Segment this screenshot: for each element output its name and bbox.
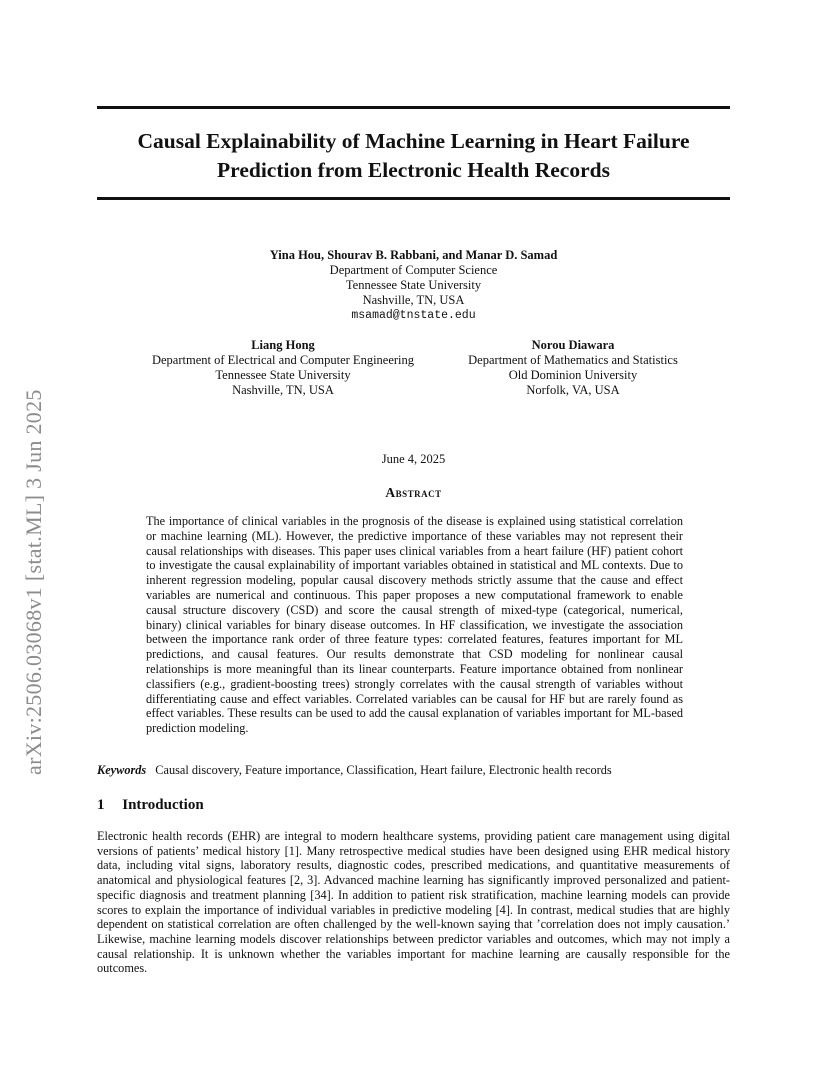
title-rule-top xyxy=(97,106,730,109)
author-university-left: Tennessee State University xyxy=(215,368,351,382)
author-location-left: Nashville, TN, USA xyxy=(232,383,334,397)
section-title: Introduction xyxy=(122,797,204,813)
primary-author-block xyxy=(97,248,730,323)
abstract-text: The importance of clinical variables in the prognosis of the disease is explained using statistical correlation or machine learning (ML). However, the predictive importance of these variables may not represent their causal relationships with diseases. This paper uses clinical variables from a heart failure (HF) patient cohort to investigate the causal explainability of important variables obtained in statistical and ML contexts. Due to inherent regression modeling, popular causal discovery methods strictly assume that the cause and effect variables are numerical and continuous. This paper proposes a new computational framework to enable causal structure discovery (CSD) and score the causal strength of mixed-type (categorical, numerical, binary) clinical variables for binary disease outcomes. In HF classification, we investigate the association between the importance rank order of three feature types: correlated features, features important for ML predictions, and causal features. Our results demonstrate that CSD modeling for nonlinear causal relationships is more meaningful than its linear counterparts. Feature importance obtained from nonlinear classifiers (e.g., gradient-boosting trees) strongly correlates with the causal strength of variables without differentiating cause and effect variables. Correlated variables can be causal for HF but are rarely found as effect variables. These results can be used to add the causal explanation of variables important for ML-based prediction modeling. xyxy=(146,514,683,736)
author-department-right: Department of Mathematics and Statistics xyxy=(468,353,678,367)
primary-author-names: Yina Hou, Shourav B. Rabbani, and Manar D. Samad xyxy=(269,248,558,262)
arxiv-identifier: arXiv:2506.03068v1 [stat.ML] 3 Jun 2025 xyxy=(21,389,46,775)
introduction-paragraph: Electronic health records (EHR) are integral to modern healthcare systems, providing patient care management using digital versions of patients’ medical history [1]. Many retrospective medical studies have been designed using EHR medical history data, including vital signs, laboratory results, diagnostic codes, prescribed medications, and quantitative measurements of anatomical and physiological features [2, 3]. Advanced machine learning has significantly improved personalized and patient-specific diagnosis and treatment planning [34]. In addition to patient risk stratification, machine learning models can provide scores to explain the importance of individual variables in predictive modeling [4]. In contrast, medical studies that are highly dependent on statistical correlation are often challenged by the well-known saying that ’correlation does not imply causation.’ Likewise, machine learning models discover relationships between predictor variables and outcomes, which may not imply a causal relationship. It is unknown whether the variables important for machine learning are causally responsible for the outcomes. xyxy=(97,829,730,976)
author-name-left: Liang Hong xyxy=(251,338,315,352)
keywords-label: Keywords xyxy=(97,763,147,777)
keywords-text: Causal discovery, Feature importance, Classification, Heart failure, Electronic health records xyxy=(155,763,612,777)
author-location-right: Norfolk, VA, USA xyxy=(526,383,620,397)
author-email: msamad@tnstate.edu xyxy=(351,309,476,322)
author-name-right: Norou Diawara xyxy=(531,338,615,352)
section-heading-introduction xyxy=(97,797,204,814)
primary-author-department: Department of Computer Science xyxy=(329,263,498,277)
primary-author-location: Nashville, TN, USA xyxy=(362,293,465,307)
abstract-heading: Abstract xyxy=(385,485,442,500)
title-rule-bottom xyxy=(97,197,730,200)
author-block-right xyxy=(448,338,698,398)
author-department-left: Department of Electrical and Computer Engineering xyxy=(151,353,415,367)
author-block-left xyxy=(130,338,436,398)
paper-date: June 4, 2025 xyxy=(381,452,446,466)
author-university-right: Old Dominion University xyxy=(508,368,638,382)
paper-title: Causal Explainability of Machine Learning in Heart Failure Prediction from Electronic Health Records xyxy=(137,129,690,182)
section-number: 1 xyxy=(97,797,105,813)
keywords-line xyxy=(97,763,730,778)
primary-author-university: Tennessee State University xyxy=(345,278,482,292)
